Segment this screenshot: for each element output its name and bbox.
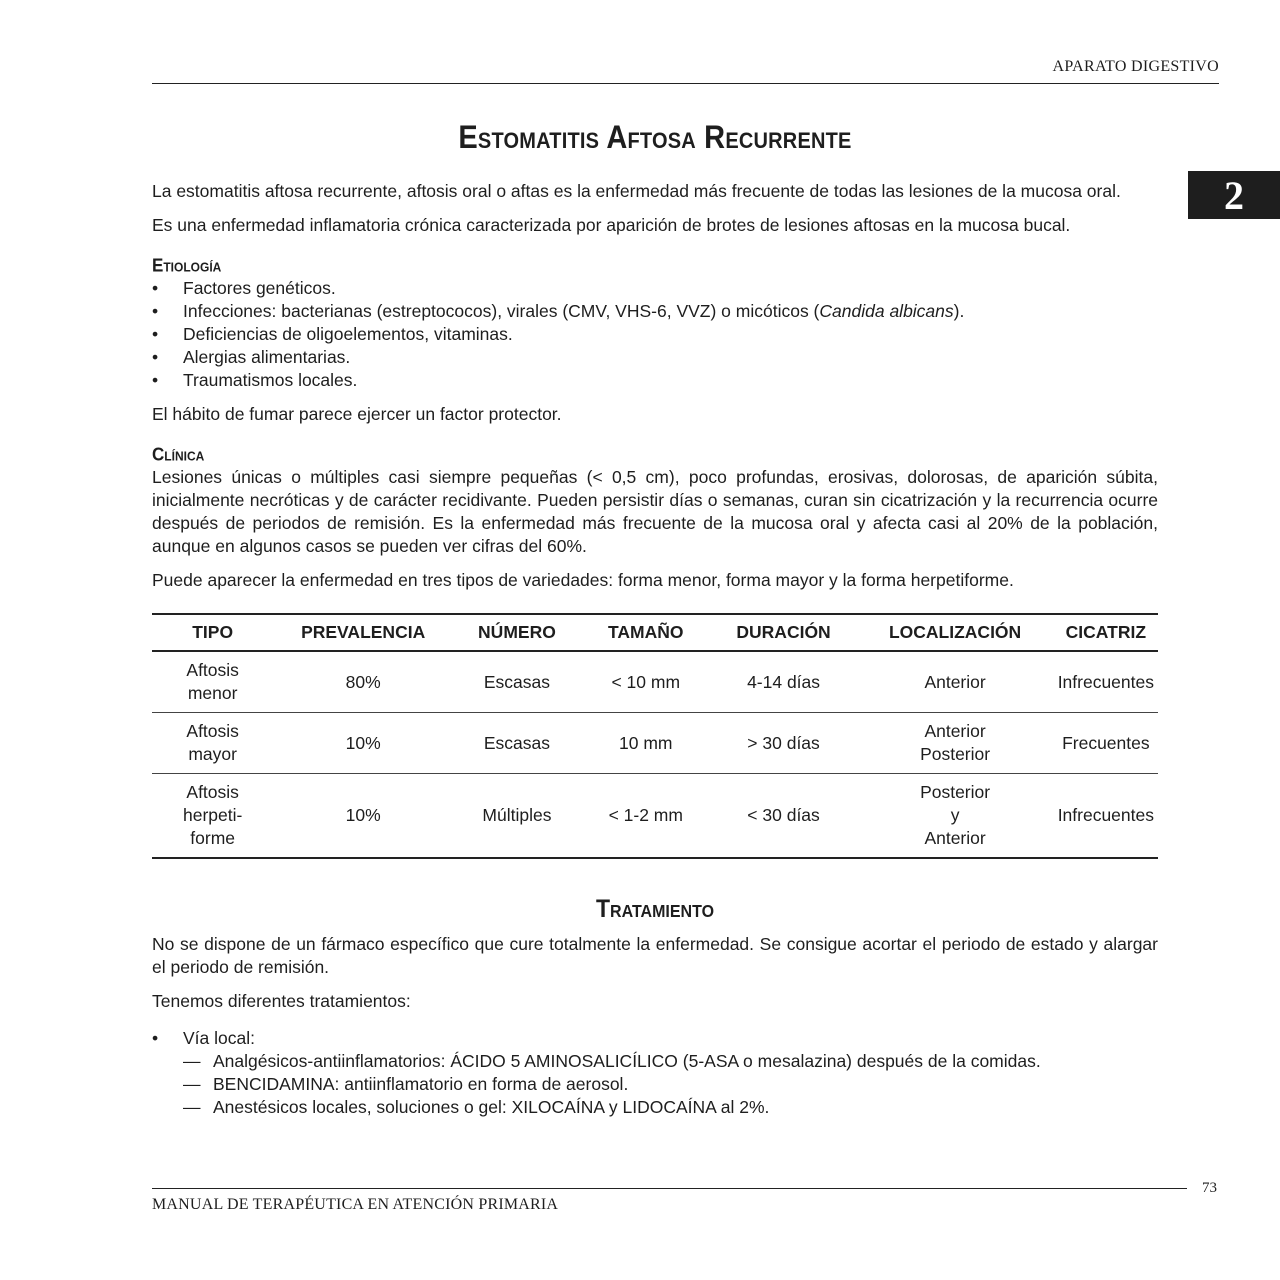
list-item-text-end: ). <box>953 301 965 321</box>
table-cell: 10 mm <box>581 713 711 774</box>
table-cell: 10% <box>345 805 381 825</box>
list-item <box>152 300 1158 323</box>
list-item: • Traumatismos locales. <box>152 369 1158 392</box>
clinica-paragraph: Puede aparecer la enfermedad en tres tipos de variedades: forma menor, forma mayor y la forma herpetiforme. <box>152 570 1014 590</box>
table-cell: Múltiples <box>482 805 552 825</box>
column-header: TIPO <box>152 614 273 651</box>
column-header: PREVALENCIA <box>273 614 453 651</box>
tratamiento-paragraph: Tenemos diferentes tratamientos: <box>152 991 411 1011</box>
etiologia-list <box>152 277 1158 392</box>
table-cell: 80% <box>273 651 453 713</box>
column-header: DURACIÓN <box>711 614 857 651</box>
tratamiento-heading: Tratamiento <box>595 893 715 923</box>
header-rule <box>152 83 1219 84</box>
table-cell: Aftosis menor <box>152 651 273 713</box>
table-cell: Frecuentes <box>1054 713 1158 774</box>
table-cell: Infrecuentes <box>1057 805 1154 825</box>
table-cell: Escasas <box>453 713 581 774</box>
page-number: 73 <box>1202 1180 1217 1196</box>
table-cell: 4-14 días <box>711 651 857 713</box>
list-item: • Vía local: <box>152 1027 1158 1050</box>
table-cell: Anterior Posterior <box>856 713 1053 774</box>
table-cell: Anterior <box>856 651 1053 713</box>
intro-paragraph: Es una enfermedad inflamatoria crónica caracterizada por aparición de brotes de lesiones aftosas en la mucosa bucal. <box>152 215 1071 235</box>
varieties-table <box>152 613 1158 859</box>
table-row <box>152 774 1158 859</box>
tratamiento-sublist <box>152 1050 1158 1119</box>
table-cell: Aftosis mayor <box>152 713 273 774</box>
footer-rule <box>152 1188 1187 1189</box>
table-cell: < 1-2 mm <box>608 805 683 825</box>
table-cell: Posterior y Anterior <box>920 782 991 848</box>
sublist-item: — Anestésicos locales, soluciones o gel: XILOCAÍNA y LIDOCAÍNA al 2%. <box>152 1096 1158 1119</box>
table-cell: Escasas <box>453 651 581 713</box>
sublist-item: — BENCIDAMINA: antiinflamatorio en forma de aerosol. <box>152 1073 1158 1096</box>
column-header: CICATRIZ <box>1054 614 1158 651</box>
table-header-row <box>152 614 1158 651</box>
page-content <box>152 108 1158 1119</box>
running-head: APARATO DIGESTIVO <box>1052 58 1219 75</box>
etiologia-heading: Etiología <box>152 255 222 276</box>
list-item-text: Infecciones: bacterianas (estreptococos), virales (CMV, VHS-6, VVZ) o micóticos ( <box>183 301 820 321</box>
column-header: LOCALIZACIÓN <box>856 614 1053 651</box>
list-item: • Deficiencias de oligoelementos, vitaminas. <box>152 323 1158 346</box>
intro-section <box>152 180 1158 237</box>
table-cell: Infrecuentes <box>1054 651 1158 713</box>
etiologia-note: El hábito de fumar parece ejercer un factor protector. <box>152 404 562 424</box>
list-item: • Alergias alimentarias. <box>152 346 1158 369</box>
list-item: • Factores genéticos. <box>152 277 1158 300</box>
table-row <box>152 713 1158 774</box>
column-header: TAMAÑO <box>581 614 711 651</box>
column-header: NÚMERO <box>453 614 581 651</box>
page-title: Estomatitis Aftosa Recurrente <box>458 120 852 156</box>
tratamiento-paragraph: No se dispone de un fármaco específico que cure totalmente la enfermedad. Se consigue acortar el periodo de estado y alargar el periodo de remisión. <box>152 934 1158 977</box>
table-cell: < 30 días <box>747 805 820 825</box>
table-row <box>152 651 1158 713</box>
table-cell: 10% <box>273 713 453 774</box>
table-cell: > 30 días <box>711 713 857 774</box>
italic-organism: Candida albicans <box>819 301 954 321</box>
clinica-heading: Clínica <box>152 444 205 465</box>
clinica-paragraph: Lesiones únicas o múltiples casi siempre pequeñas (< 0,5 cm), poco profundas, erosivas, dolorosas, de aparición súbita, inicialmente necróticas y de carácter recidivante. Pueden persistir días o semanas, curan sin cicatrización y la recurrencia ocurre después de periodos de remisión. Es la enfermedad más frecuente de la mucosa oral y afecta casi al 20% de la población, aunque en algunos casos se pueden ver cifras del 60%. <box>152 467 1158 556</box>
tratamiento-list <box>152 1027 1158 1119</box>
table-cell: < 10 mm <box>581 651 711 713</box>
running-foot: MANUAL DE TERAPÉUTICA EN ATENCIÓN PRIMARIA <box>152 1196 559 1213</box>
intro-paragraph: La estomatitis aftosa recurrente, aftosis oral o aftas es la enfermedad más frecuente de todas las lesiones de la mucosa oral. <box>152 181 1121 201</box>
table-cell: Aftosis herpeti- forme <box>182 782 243 848</box>
chapter-tab: 2 <box>1188 171 1280 219</box>
sublist-item: — Analgésicos-antiinflamatorios: ÁCIDO 5 AMINOSALICÍLICO (5-ASA o mesalazina) después de la comidas. <box>152 1050 1158 1073</box>
